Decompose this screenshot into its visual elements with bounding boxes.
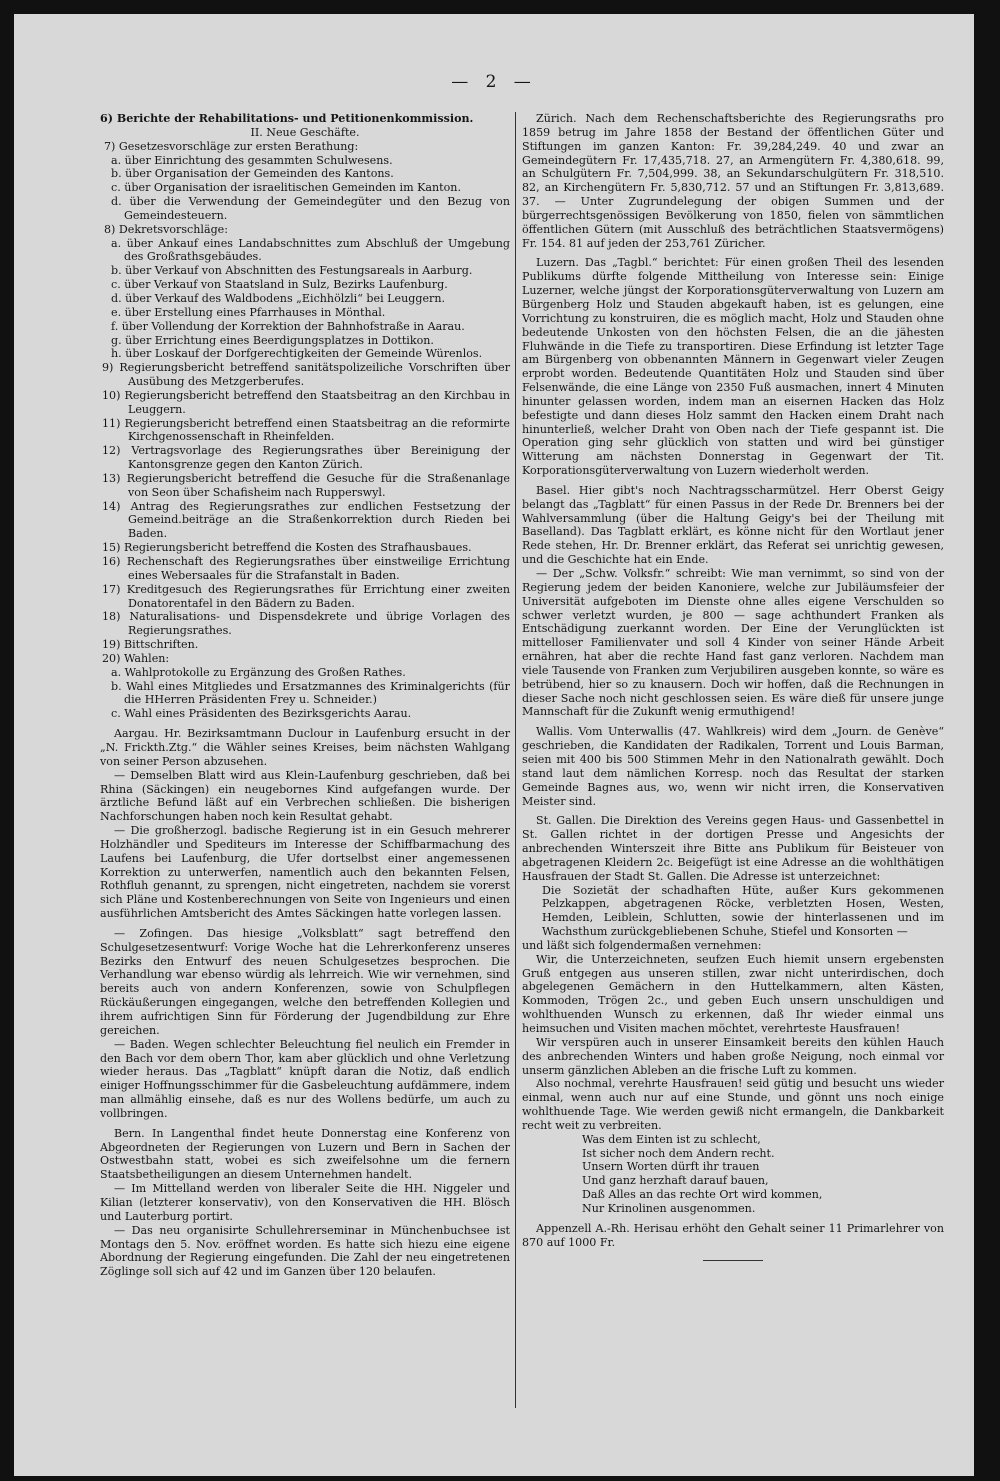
news-paragraph: Also nochmal, verehrte Hausfrauen! seid gütig und besucht uns wieder einmal, wenn auch nur auf eine Stunde, und gönnt uns noch einige wohlthuende Tage. Wie werden gewiß nicht ermangeln, die Dankbarkeit recht weit zu verbreiten. [522, 1077, 944, 1132]
news-paragraph: Wir, die Unterzeichneten, seufzen Euch hiemit unsern ergebensten Gruß entgegen aus unseren stillen, zwar nicht unterirdischen, doch abgelegenen Gemächern in den Huttelkammern, alten Kästen, Kommoden, Trögen 2c., und geben Euch unsern unschuldigen und wohlthuenden Wunsch zu erkennen, daß Ihr wieder einmal uns heimsuchen und Visiten machen möchtet, verehrteste Hausfrauen! [522, 952, 944, 1035]
closing-notice [522, 1222, 944, 1250]
agenda-item: 8) Dekretsvorschläge: [104, 222, 228, 236]
news-paragraph: — Im Mittelland werden von liberaler Seite die HH. Niggeler und Kilian (letzterer konservativ), von den Konservativen die HH. Blösch und Lauterburg portirt. [100, 1182, 510, 1223]
news-paragraph: — Das neu organisirte Schullehrerseminar in Münchenbuchsee ist Montags den 5. Nov. eröffnet worden. Es hatte sich hiezu eine eigene Abordnung der Regierung eingefunden. Die Zahl der neu eingetretenen Zöglinge soll sich auf 42 und im Ganzen über 120 belaufen. [100, 1223, 510, 1279]
agenda-item: 9) Regierungsbericht betreffend sanitätspolizeiliche Vorschriften über Ausübung des Metzgerberufes. [102, 361, 510, 389]
column-divider [515, 112, 516, 1408]
poem-line: Nur Krinolinen ausgenommen. [582, 1201, 756, 1215]
agenda-item: c. Wahl eines Präsidenten des Bezirksgerichts Aarau. [111, 707, 412, 721]
page-number: — 2 — [451, 72, 537, 92]
news-section-right [522, 112, 944, 1133]
agenda-item: 10) Regierungsbericht betreffend den Staatsbeitrag an den Kirchbau in Leuggern. [102, 388, 510, 416]
news-paragraph: Basel. Hier gibt's noch Nachtragsscharmützel. Herr Oberst Geigy belangt das „Tagblatt“ für einen Passus in der Rede Dr. Brenners bei der Wahlversammlung (über die Haltung Geigy's bei der Theilung mit Baselland). Das Tagblatt erklärt, es könne nicht für den Wortlaut jener Rede stehen, Hr. Dr. Brenner erklärt, das Referat sei unrichtig gewesen, und die Geschichte hat ein Ende. [522, 483, 944, 567]
agenda-item: h. über Loskauf der Dorfgerechtigkeiten der Gemeinde Würenlos. [111, 347, 483, 361]
news-paragraph: — Zofingen. Das hiesige „Volksblatt“ sagt betreffend den Schulgesetzesentwurf: Vorige Woche hat die Lehrerkonferenz unseres Bezirks den Entwurf des neuen Schulgesetzes besprochen. Die Verhandlung war ebenso würdig als lehrreich. Wie wir vernehmen, sind bereits auch von andern Konferenzen, sowie von Schulpflegen Rückäußerungen eingegangen, welche den betreffenden Kollegien und ihrem aufrichtigen Sinn für Förderung der Jugendbildung zur Ehre gereichen. [100, 926, 510, 1037]
poem [522, 1133, 944, 1216]
news-paragraph: Bern. In Langenthal findet heute Donnerstag eine Konferenz von Abgeordneten der Regierungen von Luzern und Bern in Sachen der Ostwestbahn statt, wobei es sich zweifelsohne um die fernern Staatsbetheiligungen an diesem Unternehmen handelt. [100, 1126, 510, 1182]
agenda-item: 15) Regierungsbericht betreffend die Kosten des Strafhausbaues. [102, 541, 472, 555]
news-paragraph: St. Gallen. Die Direktion des Vereins gegen Haus- und Gassenbettel in St. Gallen richtet in der dortigen Presse und Angesichts der anbrechenden Winterszeit ihre Bitte ans Publikum für Beisteuer von abgetragenen Kleidern 2c. Beigefügt ist eine Adresse an die wohlthätigen Hausfrauen der Stadt St. Gallen. Die Adresse ist unterzeichnet: [522, 814, 944, 883]
agenda-item: 14) Antrag des Regierungsrathes zur endlichen Festsetzung der Gemeind.beiträge an die Straßenkorrektion durch Rieden bei Baden. [102, 499, 510, 541]
news-section-left [100, 727, 510, 1279]
left-column [100, 112, 510, 1279]
news-paragraph: — Die großherzogl. badische Regierung ist in ein Gesuch mehrerer Holzhändler und Spediteurs im Interesse der Schiffbarmachung des Laufens bei Laufenburg, die Ufer dortselbst einer angemessenen Korrektion zu unterwerfen, namentlich auch den bekannten Felsen, Rothfluh genannt, zu sprengen, nicht eingetreten, nachdem sie vorerst sich Pläne und Kostenberechnungen von Seite von Ingenieurs und einen ausführlichen Amtsbericht des Amtes Säckingen hatte vorlegen lassen. [100, 824, 510, 921]
agenda-list [100, 112, 510, 721]
newspaper-page [14, 14, 974, 1476]
news-paragraph: — Demselben Blatt wird aus Klein-Laufenburg geschrieben, daß bei Rhina (Säckingen) ein neugebornes Kind aufgefangen wurde. Der ärztliche Befund läßt auf ein Verbrechen schließen. Die bisherigen Nachforschungen haben noch kein Resultat gehabt. [100, 768, 510, 824]
agenda-item: d. über Verkauf des Waldbodens „Eichhölzli“ bei Leuggern. [111, 291, 445, 305]
agenda-item: a. über Ankauf eines Landabschnittes zum Abschluß der Umgebung des Großrathsgebäudes. [111, 236, 510, 264]
news-paragraph: und läßt sich folgendermaßen vernehmen: [522, 938, 762, 952]
news-paragraph: — Der „Schw. Volksfr.“ schreibt: Wie man vernimmt, so sind von der Regierung jedem der beiden Kanoniere, welche zur Jubiläumsfeier der Universität aufgeboten im Dienste ohne alles eigene Verschulden so schwer verletzt wurden, je 800 — sage achthundert Franken als Entschädigung zuerkannt worden. Der Eine der Verunglückten ist mittelloser Familienvater und soll 4 Kinder von seiner Hände Arbeit ernähren, hat aber die rechte Hand fast ganz verloren. Nachdem man viele Tausende von Franken zum Verjubiliren ausgeben konnte, so wäre es betrübend, hier so zu knausern. Doch wir hoffen, daß die Rechnungen in dieser Sache noch nicht geschlossen seien. Es wäre dieß für unsere junge Mannschaft für die Zukunft wenig ermuthigend! [522, 567, 944, 719]
agenda-item: 18) Naturalisations- und Dispensdekrete und übrige Vorlagen des Regierungsrathes. [102, 610, 510, 638]
agenda-item: b. Wahl eines Mitgliedes und Ersatzmannes des Kriminalgerichts (für die HHerren Präsidenten Frey u. Schneider.) [111, 679, 510, 707]
news-paragraph: Zürich. Nach dem Rechenschaftsberichte des Regierungsraths pro 1859 betrug im Jahre 1858 der Bestand der öffentlichen Güter und Stiftungen im ganzen Kanton: Fr. 39,284,249. 40 und zwar an Gemeindegütern Fr. 17,435,718. 27, an Armengütern Fr. 4,380,618. 99, an Schulgütern Fr. 7,504,999. 38, an Sekundarschulgütern Fr. 318,510. 82, an Kirchengütern Fr. 5,830,712. 57 und an Stiftungen Fr. 3,813,689. 37. — Unter Zugrundelegung der obigen Summen und der bürgerrechtsgenössigen Bevölkerung von 1850, fielen von sämmtlichen öffentlichen Gütern (mit Ausschluß des beträchtlichen Staatsvermögens) Fr. 154. 81 auf jeden der 253,761 Züricher. [522, 112, 944, 250]
poem-line: Was dem Einten ist zu schlecht, [582, 1132, 761, 1146]
poem-line: Unsern Worten dürft ihr trauen [582, 1160, 760, 1174]
poem-line: Ist sicher noch dem Andern recht. [582, 1146, 775, 1160]
agenda-item: 6) Berichte der Rehabilitations- und Petitionenkommission. [100, 112, 474, 125]
news-paragraph: Appenzell A.-Rh. Herisau erhöht den Gehalt seiner 11 Primarlehrer von 870 auf 1000 Fr. [522, 1221, 944, 1249]
right-column [522, 112, 944, 1261]
agenda-item: f. über Vollendung der Korrektion der Bahnhofstraße in Aarau. [111, 319, 465, 333]
agenda-item: d. über die Verwendung der Gemeindegüter und den Bezug von Gemeindesteuern. [111, 195, 510, 222]
agenda-item: g. über Errichtung eines Beerdigungsplatzes in Dottikon. [111, 333, 434, 347]
agenda-item: 17) Kreditgesuch des Regierungsrathes für Errichtung einer zweiten Donatorentafel in den Bädern zu Baden. [102, 582, 510, 610]
agenda-item: 16) Rechenschaft des Regierungsrathes über einstweilige Errichtung eines Webersaales für die Strafanstalt in Baden. [102, 555, 510, 582]
news-paragraph: Wir verspüren auch in unserer Einsamkeit bereits den kühlen Hauch des anbrechenden Winters und haben große Neigung, noch einmal vor unserm gänzlichen Ableben an die frische Luft zu kommen. [522, 1035, 944, 1077]
agenda-item: 13) Regierungsbericht betreffend die Gesuche für die Straßenanlage von Seon über Schafisheim nach Rupperswyl. [102, 471, 510, 499]
news-paragraph: Wallis. Vom Unterwallis (47. Wahlkreis) wird dem „Journ. de Genève“ geschrieben, die Kandidaten der Radikalen, Torrent und Louis Barman, seien mit 400 bis 500 Stimmen Mehr in den Nationalrath gewählt. Doch stand laut dem nämlichen Korresp. noch das Resultat der starken Gemeinde Bagnes aus, wo, wenn wir nicht irren, die Konservativen Meister sind. [522, 725, 944, 808]
agenda-item: e. über Erstellung eines Pfarrhauses in Mönthal. [111, 305, 386, 319]
agenda-item: c. über Verkauf von Staatsland in Sulz, Bezirks Laufenburg. [111, 278, 448, 292]
agenda-item: a. über Einrichtung des gesammten Schulwesens. [111, 153, 393, 167]
agenda-item: b. über Organisation der Gemeinden des Kantons. [111, 167, 394, 181]
agenda-item: a. Wahlprotokolle zu Ergänzung des Großen Rathes. [111, 665, 406, 679]
agenda-item: b. über Verkauf von Abschnitten des Festungsareals in Aarburg. [111, 264, 473, 278]
poem-line: Und ganz herzhaft darauf bauen, [582, 1174, 769, 1188]
news-paragraph: Aargau. Hr. Bezirksamtmann Duclour in Laufenburg ersucht in der „N. Frickth.Ztg.“ die Wähler seines Kreises, beim nächsten Wahlgang von seiner Person abzusehen. [100, 727, 510, 768]
news-paragraph: — Baden. Wegen schlechter Beleuchtung fiel neulich ein Fremder in den Bach vor dem obern Thor, kam aber glücklich und ohne Verletzung wieder heraus. Das „Tagblatt“ knüpft daran die Notiz, daß endlich einiger Hoffnungsschimmer für die Gasbeleuchtung aufdämmere, indem man allmählig einsehe, daß es nur des Wollens bedürfe, um auch zu vollbringen. [100, 1037, 510, 1120]
agenda-item: 20) Wahlen: [102, 651, 170, 665]
news-paragraph: Die Sozietät der schadhaften Hüte, außer Kurs gekommenen Pelzkappen, abgetragenen Röcke, verbletzten Hosen, Westen, Hemden, Leiblein, Schlutten, sowie der hinterlassenen und im Wachsthum zurückgebliebenen Schuhe, Stiefel und Konsorten — [542, 883, 944, 939]
agenda-item: 7) Gesetzesvorschläge zur ersten Berathung: [104, 139, 359, 153]
poem-line: Daß Alles an das rechte Ort wird kommen, [582, 1188, 823, 1202]
agenda-item: 19) Bittschriften. [102, 638, 199, 652]
news-paragraph: Luzern. Das „Tagbl.“ berichtet: Für einen großen Theil des lesenden Publikums dürfte folgende Mittheilung von Interesse sein: Einige Luzerner, welche jüngst der Korporationsgüterverwaltung von Luzern am Bürgenberg Holz und Stauden abgekauft haben, ist es gelungen, eine Vorrichtung zu konstruiren, die es möglich macht, Holz und Stauden ohne bedeutende Unkosten von den höchsten Felsen, die an die jähesten Fluhwände in die Tiefe zu transportiren. Diese Erfindung ist letzter Tage am Bürgenberg von obbenannten Männern in Gegenwart vieler Zeugen erprobt worden. Bedeutende Quantitäten Holz und Stauden sind über Felsenwände, die eine Länge von 2350 Fuß ausmachen, innert 4 Minuten hinunter gelassen worden, indem man an eisernen Hacken das Holz befestigte und dann dieses Holz sammt den Hacken einem Draht nach hinunterließ, welcher Draht von Oben nach der Tiefe gespannt ist. Die Operation ging sehr glücklich von statten und wird bei günstiger Witterung am nächsten Donnerstag in Gegenwart der Tit. Korporationsgüterverwaltung von Luzern wiederholt werden. [522, 256, 944, 478]
agenda-item: II. Neue Geschäfte. [250, 125, 360, 139]
agenda-item: 12) Vertragsvorlage des Regierungsrathes über Bereinigung der Kantonsgrenze gegen den Kanton Zürich. [102, 444, 510, 472]
agenda-item: 11) Regierungsbericht betreffend einen Staatsbeitrag an die reformirte Kirchgenossenschaft in Rheinfelden. [102, 416, 510, 444]
agenda-item: c. über Organisation der israelitischen Gemeinden im Kanton. [111, 181, 461, 195]
end-rule [703, 1260, 763, 1261]
